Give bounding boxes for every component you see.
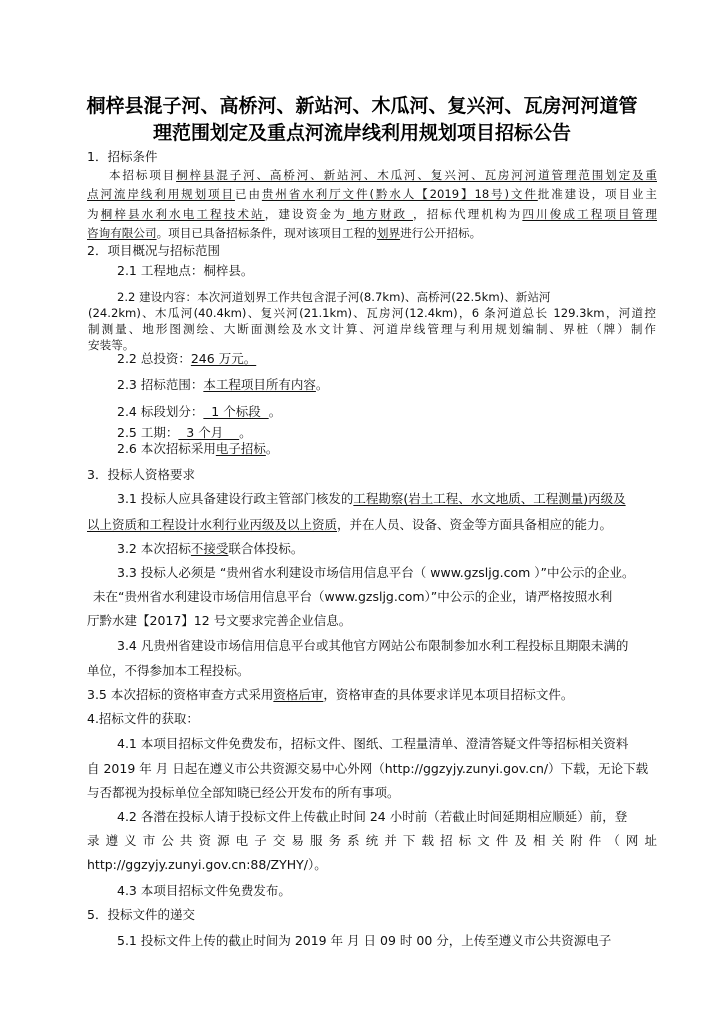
s4-p2-line-3: http://ggzyjy.zunyi.gov.cn:88/ZYHY/）。 <box>87 857 327 872</box>
s2-electronic-bidding: 2.6 本次招标采用电子招标。 <box>117 441 279 456</box>
section-1-heading: 1．招标条件 <box>87 149 158 164</box>
section-5-heading: 5．投标文件的递交 <box>87 907 195 922</box>
s3-p5: 3.5 本次招标的资格审查方式采用资格后审，资格审查的具体要求详见本项目招标文件。 <box>87 687 574 702</box>
section-3-heading: 3．投标人资格要求 <box>87 467 195 482</box>
s2-lots: 2.4 标段划分： 1 个标段 。 <box>117 404 282 419</box>
s4-p1-line-3: 与否都视为投标单位全部知晓已经公开发布的所有事项。 <box>87 785 400 800</box>
s2-item-2-1: 2.1 工程地点：桐梓县。 <box>117 263 254 278</box>
s4-p1-line-2: 自 2019 年 月 日起在遵义市公共资源交易中心外网（http://ggzyjy.zunyi.gov.cn/）下载，无论下载 <box>87 761 649 776</box>
title-line-1: 桐梓县混子河、高桥河、新站河、木瓜河、复兴河、瓦房河河道管 <box>86 95 638 117</box>
s5-p1: 5.1 投标文件上传的截止时间为 2019 年 月 日 09 时 00 分，上传至遵义市公共资源电子 <box>117 933 612 948</box>
s2-item-2-2-line-3: 制测量、地形图测绘、大断面测绘及水文计算、河道岸线管理与利用规划编制、界桩（牌）制作 <box>88 322 656 336</box>
s2-duration: 2.5 工期： 3 个月 。 <box>117 425 252 440</box>
section-2-heading: 2．项目概况与招标范围 <box>87 243 220 258</box>
s3-p1-line-1: 3.1 投标人应具备建设行政主管部门核发的工程勘察(岩土工程、水文地质、工程测量)丙级及 <box>117 491 626 506</box>
s3-p3-line-2: 未在“贵州省水利建设市场信用信息平台（www.gzsljg.com）”中公示的企业，请严格按照水利 <box>93 589 613 604</box>
s4-p2-line-1: 4.2 各潜在投标人请于投标文件上传截止时间 24 小时前（若截止时间延期相应顺延）前，登 <box>117 809 628 824</box>
s1-line-3: 为桐梓县水利水电工程技术站，建设资金为 地方财政 ，招标代理机构为四川俊成工程项目管理 <box>87 207 657 221</box>
s4-p1-line-1: 4.1 本项目招标文件免费发布，招标文件、图纸、工程量清单、澄清答疑文件等招标相关资料 <box>117 736 629 751</box>
s2-total-investment: 2.2 总投资：246 万元。 <box>117 351 257 366</box>
s1-line-2: 点河流岸线利用规划项目已由贵州省水利厅文件(黔水人【2019】18号)文件批准建设，项目业主 <box>87 187 657 201</box>
s3-p4-line-1: 3.4 凡贵州省建设市场信用信息平台或其他官方网站公布限制参加水利工程投标且期限未满的 <box>117 638 629 653</box>
s4-p2-line-2: 录遵义市公共资源电子交易服务系统并下载招标文件及相关附件（网址 <box>87 833 657 848</box>
s3-p3-line-1: 3.3 投标人必须是 “贵州省水利建设市场信用信息平台（ www.gzsljg.com ）”中公示的企业。 <box>117 565 635 580</box>
title-line-2: 理范围划定及重点河流岸线利用规划项目招标公告 <box>152 122 571 144</box>
s3-p2: 3.2 本次招标不接受联合体投标。 <box>117 541 304 556</box>
s1-line-1: 本招标项目桐梓县混子河、高桥河、新站河、木瓜河、复兴河、瓦房河河道管理范围划定及重 <box>109 168 657 182</box>
s2-item-2-2-line-2: (24.2km)、木瓜河(40.4km)、复兴河(21.1km)、瓦房河(12.4km)，6 条河道总长 129.3km，河道控 <box>88 306 656 320</box>
section-4-heading: 4.招标文件的获取： <box>87 711 199 726</box>
s3-p3-line-3: 厅黔水建【2017】12 号文要求完善企业信息。 <box>87 613 352 628</box>
s2-scope: 2.3 招标范围：本工程项目所有内容。 <box>117 377 329 392</box>
s3-p1-line-2: 以上资质和工程设计水利行业丙级及以上资质，并在人员、设备、资金等方面具备相应的能力。 <box>87 517 613 532</box>
s3-p4-line-2: 单位，不得参加本工程投标。 <box>87 663 250 678</box>
s1-line-4: 咨询有限公司。项目已具备招标条件，现对该项目工程的划界进行公开招标。 <box>87 226 482 240</box>
s2-item-2-2-line-1: 2.2 建设内容：本次河道划界工作共包含混子河(8.7km)、高桥河(22.5km)、新站河 <box>117 290 551 304</box>
s2-item-2-2-line-4: 安装等。 <box>88 338 135 352</box>
s4-p3: 4.3 本项目招标文件免费发布。 <box>117 883 291 898</box>
